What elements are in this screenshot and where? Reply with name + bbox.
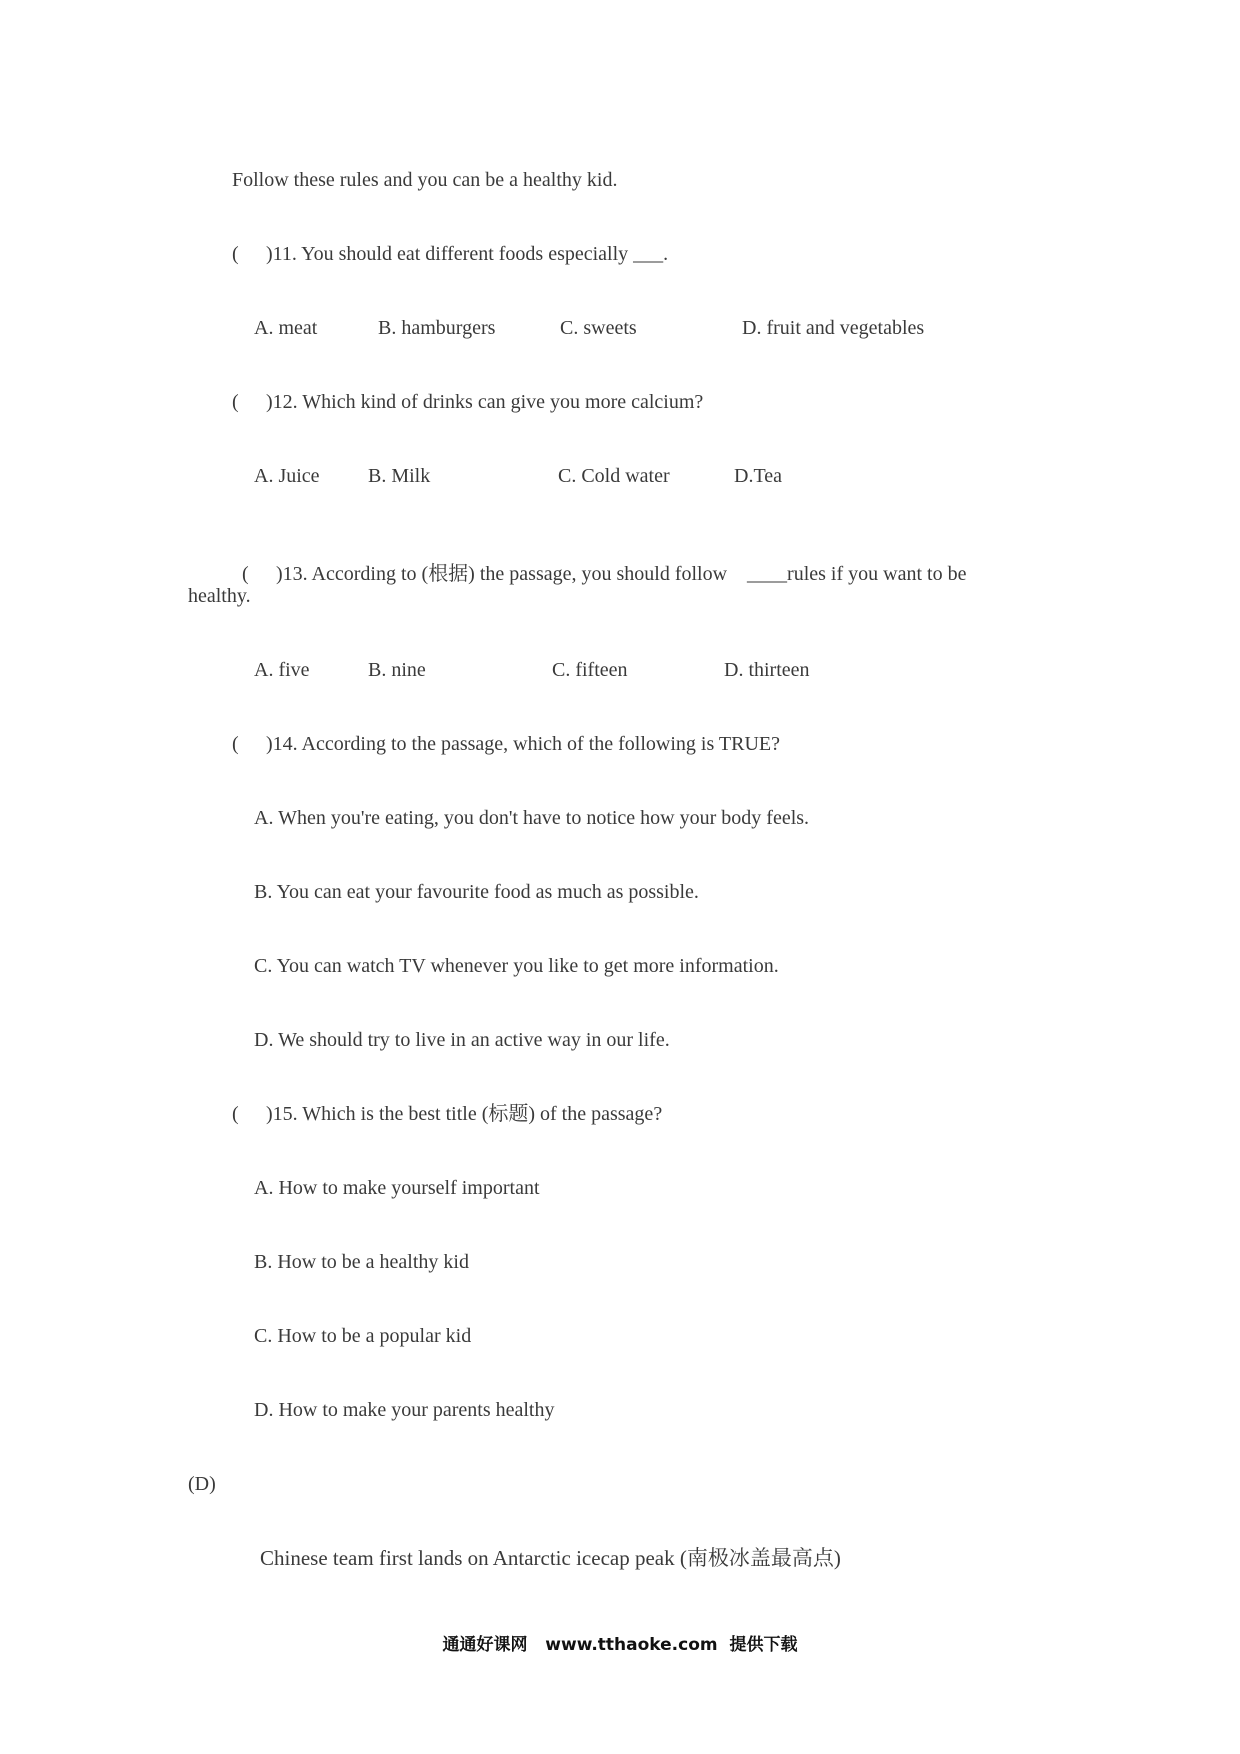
option-d: D. We should try to live in an active way in our life. — [254, 1029, 670, 1051]
option-d: D. thirteen — [724, 659, 810, 681]
answer-paren: ( — [242, 563, 249, 585]
option-a: A. five — [254, 659, 310, 681]
question-text: )12. Which kind of drinks can give you more calcium? — [266, 391, 704, 413]
option-d: D.Tea — [734, 465, 783, 487]
question-14-stem — [232, 732, 780, 756]
answer-paren: ( — [232, 1103, 239, 1125]
question-11-options — [254, 316, 1240, 340]
question-12-options — [254, 464, 1240, 488]
option-b: B. You can eat your favourite food as much as possible. — [254, 881, 699, 903]
question-11-stem — [232, 242, 668, 266]
answer-paren: ( — [232, 391, 239, 413]
question-text: )13. According to (根据) the passage, you should follow ____rules if you want to be — [276, 563, 967, 585]
option-a: A. How to make yourself important — [254, 1177, 540, 1199]
question-13-stem — [232, 538, 966, 586]
option-b: B. Milk — [368, 465, 431, 487]
answer-paren: ( — [232, 243, 239, 265]
section-label: (D) — [188, 1473, 216, 1495]
option-a: A. Juice — [254, 465, 320, 487]
option-b: B. How to be a healthy kid — [254, 1251, 469, 1273]
option-c: C. How to be a popular kid — [254, 1325, 472, 1347]
option-c: C. fifteen — [552, 659, 628, 681]
option-c: C. Cold water — [558, 465, 670, 487]
option-b: B. nine — [368, 659, 426, 681]
option-b: B. hamburgers — [378, 317, 496, 339]
option-c: C. sweets — [560, 317, 637, 339]
option-a: A. When you're eating, you don't have to notice how your body feels. — [254, 807, 810, 829]
option-c: C. You can watch TV whenever you like to get more information. — [254, 955, 779, 977]
question-13-options — [254, 658, 1240, 682]
question-text: )14. According to the passage, which of the following is TRUE? — [266, 733, 780, 755]
question-15-stem — [232, 1102, 662, 1126]
option-d: D. fruit and vegetables — [742, 317, 925, 339]
question-12-stem — [232, 390, 703, 414]
answer-paren: ( — [232, 733, 239, 755]
passage-title: Chinese team first lands on Antarctic icecap peak (南极冰盖最高点) — [260, 1546, 841, 1570]
question-13-stem-continuation: healthy. — [188, 585, 251, 607]
footer-watermark: 通通好课网 www.tthaoke.com 提供下载 — [442, 1635, 798, 1655]
question-text: )15. Which is the best title (标题) of the passage? — [266, 1103, 663, 1125]
intro-text: Follow these rules and you can be a healthy kid. — [232, 169, 618, 191]
option-a: A. meat — [254, 317, 318, 339]
option-d: D. How to make your parents healthy — [254, 1399, 555, 1421]
question-text: )11. You should eat different foods especially ___. — [266, 243, 669, 265]
